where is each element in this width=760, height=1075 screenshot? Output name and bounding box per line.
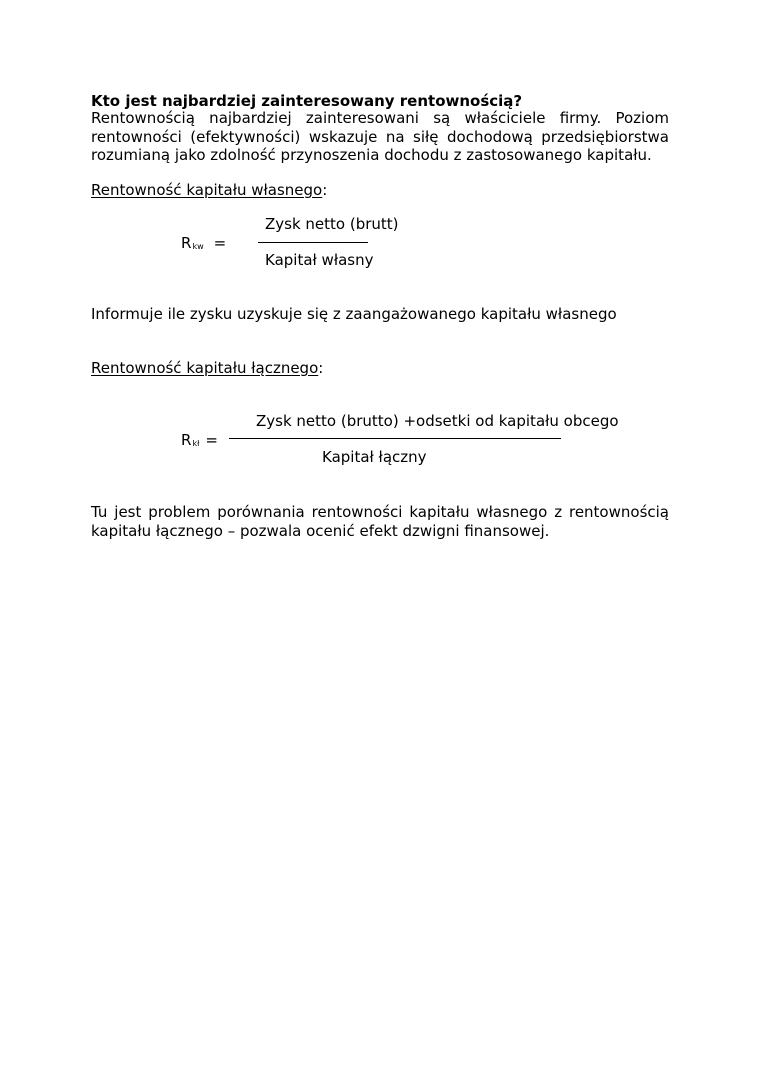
- closing-paragraph: Tu jest problem porównania rentowności kapitału własnego z rentownością kapitału łącznego – pozwala ocenić efekt dzwigni finansowej.: [91, 503, 669, 540]
- fraction-bar-equity: [258, 242, 368, 243]
- section-title-total-return: [91, 359, 669, 378]
- info-paragraph: Informuje ile zysku uzyskuje się z zaangażowanego kapitału własnego: [91, 305, 617, 323]
- formula-subscript: kw: [192, 242, 204, 251]
- formula-numerator-equity: Zysk netto (brutt): [265, 215, 399, 233]
- formula-lhs-equity: [181, 234, 226, 256]
- section-title-text: Rentowność kapitału własnego: [91, 181, 323, 199]
- heading: Kto jest najbardziej zainteresowany rentownością?: [91, 92, 523, 110]
- formula-symbol: R: [181, 234, 192, 252]
- section-title-colon: :: [318, 359, 324, 377]
- section-title-equity-return: [91, 181, 669, 200]
- formula-lhs-total: [181, 431, 218, 453]
- equals-sign: =: [213, 234, 227, 252]
- formula-denominator-equity: Kapitał własny: [265, 251, 374, 269]
- formula-subscript: kł: [192, 439, 200, 448]
- formula-numerator-total: Zysk netto (brutto) +odsetki od kapitału obcego: [256, 412, 619, 430]
- section-title-text: Rentowność kapitału łącznego: [91, 359, 319, 377]
- fraction-bar-total: [229, 438, 561, 439]
- section-title-colon: :: [322, 181, 328, 199]
- formula-denominator-total: Kapitał łączny: [322, 448, 427, 466]
- intro-paragraph: Rentownością najbardziej zainteresowani są właściciele firmy. Poziom rentowności (efektywności) wskazuje na siłę dochodową przedsiębiorstwa rozumianą jako zdolność przynoszenia dochodu z zastosowanego kapitału.: [91, 109, 669, 164]
- equals-sign: =: [205, 431, 218, 449]
- formula-symbol: R: [181, 431, 192, 449]
